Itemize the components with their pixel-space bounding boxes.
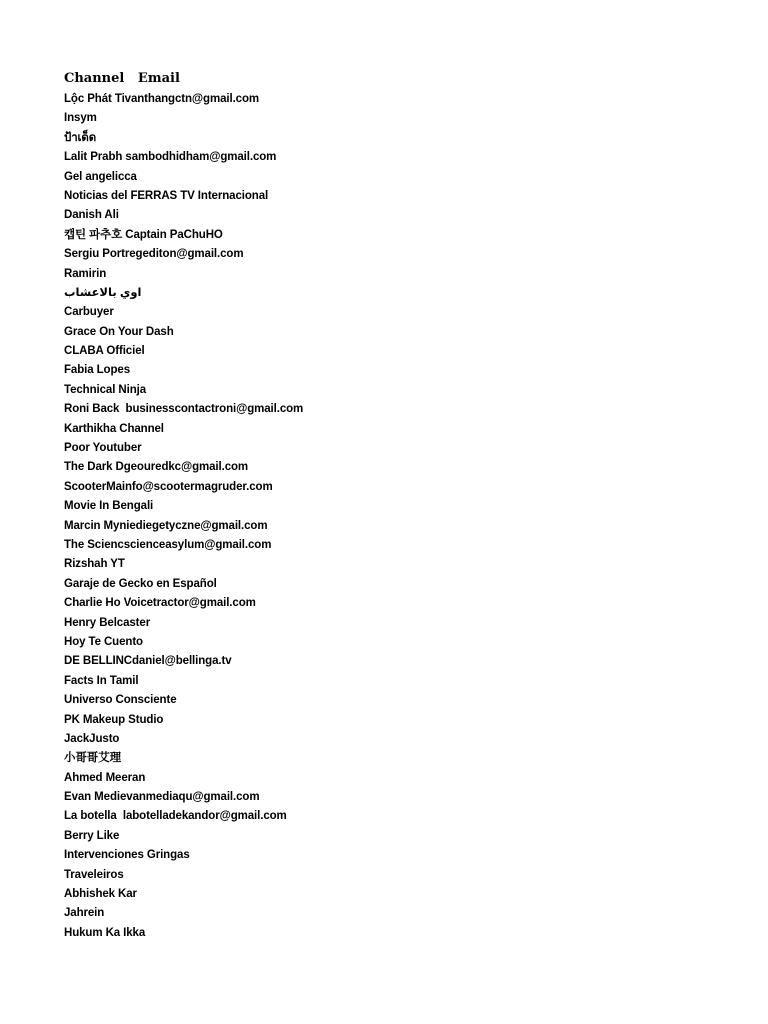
list-item: Lalit Prabh sambodhidham@gmail.com [64,151,277,164]
column-header [64,70,180,87]
list-item: Sergiu Portregediton@gmail.com [64,248,244,261]
list-item: Intervenciones Gringas [64,849,190,862]
list-item: Danish Ali [64,209,119,222]
list-item: ป้าเด็ด [64,131,97,144]
list-item: Karthikha Channel [64,422,164,435]
list-item: Fabia Lopes [64,364,130,377]
list-item: Henry Belcaster [64,616,151,629]
list-item: DE BELLINCdaniel@bellinga.tv [64,655,232,668]
list-item: Ramirin [64,267,107,280]
list-item: 캡틴 파추호 Captain PaChuHO [64,228,223,241]
list-item: Hoy Te Cuento [64,635,143,648]
list-item: Garaje de Gecko en Español [64,577,217,590]
list-item: JackJusto [64,732,120,745]
email-header: Email [137,71,180,86]
channel-list [64,90,303,943]
list-item: Jahrein [64,907,105,920]
list-item: Insym [64,112,97,125]
list-item: Lộc Phát Tivanthangctn@gmail.com [64,93,260,105]
list-item: Abhishek Kar [64,888,137,901]
list-item: The Sciencscienceasylum@gmail.com [64,538,272,551]
list-item: CLABA Officiel [64,345,145,358]
list-item: Berry Like [64,829,120,842]
channel-header: Channel [64,71,125,86]
list-item: Facts In Tamil [64,674,139,687]
list-item: Evan Medievanmediaqu@gmail.com [64,791,260,804]
list-item: Rizshah YT [64,558,125,571]
list-item: Hukum Ka Ikka [64,926,146,939]
list-item: Movie In Bengali [64,500,154,513]
list-item: Grace On Your Dash [64,325,174,338]
list-item: The Dark Dgeouredkc@gmail.com [64,461,249,474]
list-item: Carbuyer [64,306,114,319]
list-item: Roni Back businesscontactroni@gmail.com [64,403,304,416]
list-item: Marcin Myniediegetyczne@gmail.com [64,519,268,532]
list-item: Noticias del FERRAS TV Internacional [64,189,269,202]
list-item: 小哥哥艾理 [64,752,121,765]
list-item: Poor Youtuber [64,442,142,455]
list-item: Traveleiros [64,868,124,881]
list-item [64,284,303,303]
list-item: Universo Consciente [64,694,177,707]
list-item: Charlie Ho Voicetractor@gmail.com [64,597,256,610]
list-item: Gel angelicca [64,170,137,183]
list-item-text: اوي بالاعشاب [64,286,142,299]
list-item: ScooterMainfo@scootermagruder.com [64,480,273,493]
list-item: PK Makeup Studio [64,713,164,726]
list-item: Ahmed Meeran [64,771,146,784]
list-item: La botella labotelladekandor@gmail.com [64,810,287,823]
list-item: Technical Ninja [64,383,147,396]
